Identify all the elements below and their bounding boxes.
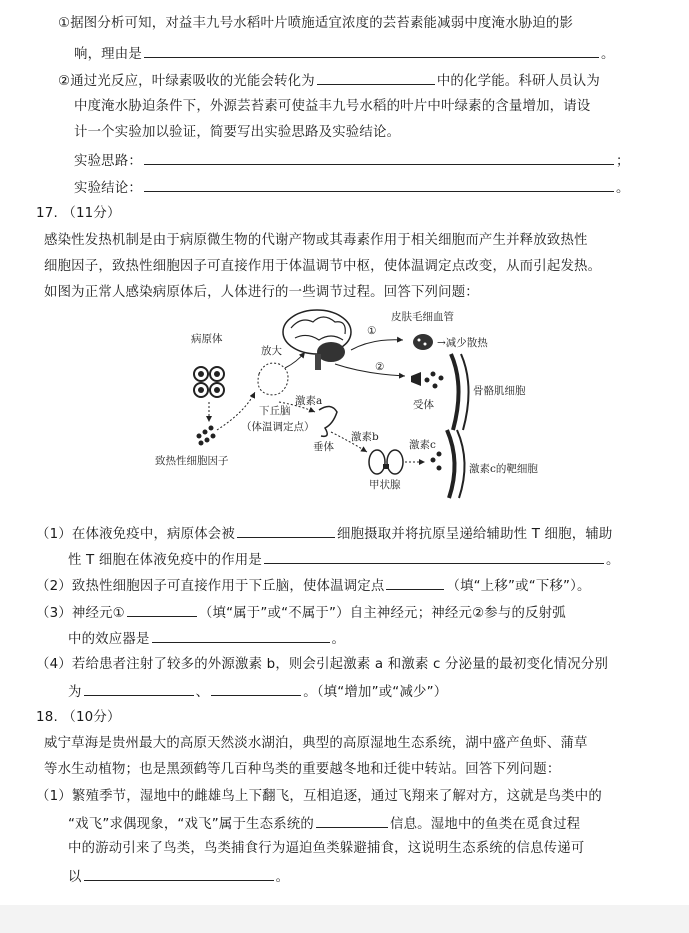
- target-c-label: 激素c的靶细胞: [469, 463, 538, 475]
- q18-sub1-line1: （1）繁殖季节，湿地中的雌雄鸟上下翻飞，互相追逐，通过飞翔来了解对方，这就是鸟类中的: [36, 789, 602, 804]
- muscle-cell-icon: [411, 354, 469, 430]
- q17-sub4-line1: （4）若给患者注射了较多的外源激素 b，则会引起激素 a 和激素 c 分泌量的最初变化情况分别: [36, 657, 609, 672]
- answer-blank[interactable]: [316, 813, 388, 828]
- pathogen-icon: [194, 367, 224, 397]
- answer-blank[interactable]: [144, 177, 614, 192]
- answer-blank[interactable]: [211, 681, 301, 696]
- pituitary-shape: [319, 406, 337, 436]
- answer-blank[interactable]: [237, 523, 335, 538]
- thyroid-icon: [369, 450, 403, 474]
- q17-sub1-line1: （1）在体液免疫中，病原体会被 细胞摄取并将抗原呈递给辅助性 T 细胞，辅助: [36, 523, 666, 545]
- neuron-2-label: ②: [375, 361, 385, 373]
- hormone-b-label: 激素b: [351, 431, 379, 443]
- brain-icon: [283, 310, 351, 370]
- q17-intro-line3: 如图为正常人感染病原体后，人体进行的一些调节过程。回答下列问题：: [44, 285, 479, 300]
- q16-p2-line3: 计一个实验加以验证，简要写出实验思路及实验结论。: [74, 125, 401, 140]
- answer-blank[interactable]: [127, 602, 197, 617]
- answer-blank[interactable]: [84, 681, 194, 696]
- answer-blank[interactable]: [264, 549, 604, 564]
- q18-sub1-line4: 以 。: [68, 866, 689, 888]
- q17-intro-line2: 细胞因子，致热性细胞因子可直接作用于体温调节中枢，使体温调定点改变，从而引起发热。: [44, 259, 602, 274]
- q17-sub3-line1: （3）神经元① （填“属于”或“不属于”）自主神经元；神经元②参与的反射弧: [36, 602, 666, 624]
- q16-idea-line: 实验思路： ；: [74, 150, 689, 172]
- q17-heading: 17. （11分）: [36, 206, 121, 221]
- skin-vessel-label: 皮肤毛细血管: [391, 311, 454, 323]
- q18-intro-line2: 等水生动植物；也是黑颈鹤等几百种鸟类的重要越冬地和迁徙中转站。回答下列问题：: [44, 762, 561, 777]
- answer-blank[interactable]: [144, 43, 599, 58]
- hormone-c-label: 激素c: [409, 439, 436, 451]
- q17-intro-line1: 感染性发热机制是由于病原微生物的代谢产物或其毒素作用于相关细胞而产生并释放致热性: [44, 233, 588, 248]
- q18-sub1-line2: “戏飞”求偶现象，“戏飞”属于生态系统的 信息。湿地中的鱼类在觅食过程: [68, 813, 689, 835]
- receptor-label: 受体: [413, 399, 434, 411]
- answer-blank[interactable]: [386, 575, 444, 590]
- q17-sub3-line2: 中的效应器是 。: [68, 628, 689, 650]
- q17-sub2-line: （2）致热性细胞因子可直接作用于下丘脑，使体温调定点 （填“上移”或“下移”）。: [36, 575, 666, 597]
- muscle-label: 骨骼肌细胞: [473, 385, 526, 397]
- reduce-heat-label: →减少散热: [437, 337, 488, 349]
- q16-p1-line1: ①据图分析可知，对益丰九号水稻叶片喷施适宜浓度的芸苔素能减弱中度淹水胁迫的影: [58, 16, 574, 31]
- q16-p2-line1: ②通过光反应，叶绿素吸收的光能会转化为 中的化学能。科研人员认为: [58, 70, 688, 92]
- answer-blank[interactable]: [84, 866, 274, 881]
- setpoint-label: （体温调定点）: [241, 421, 315, 433]
- neuron-1-label: ①: [367, 325, 377, 337]
- hypothalamus-shape: [258, 363, 288, 395]
- page-bottom-margin: [0, 905, 689, 933]
- answer-blank[interactable]: [152, 628, 330, 643]
- amplify-label: 放大: [261, 345, 282, 357]
- hypothalamus-label: 下丘脑: [259, 405, 291, 417]
- q18-heading: 18. （10分）: [36, 710, 121, 725]
- q16-conclusion-line: 实验结论： 。: [74, 177, 689, 199]
- thyroid-label: 甲状腺: [369, 479, 401, 491]
- answer-blank[interactable]: [144, 150, 614, 165]
- cytokine-label: 致热性细胞因子: [155, 455, 229, 467]
- cytokine-dots-icon: [197, 426, 216, 446]
- q16-p2-line2: 中度淹水胁迫条件下，外源芸苔素可使益丰九号水稻的叶片中叶绿素的含量增加，请设: [74, 99, 591, 114]
- q18-sub1-line3: 中的游动引来了鸟类，鸟类捕食行为逼迫鱼类躲避捕食，这说明生态系统的信息传递可: [68, 841, 585, 856]
- q17-sub4-line2: 为 、 。（填“增加”或“减少”）: [68, 681, 689, 703]
- hormone-a-label: 激素a: [295, 395, 323, 407]
- skin-vessel-icon: [413, 334, 433, 350]
- answer-blank[interactable]: [317, 70, 435, 85]
- q16-p1-line2: 响，理由是 。: [74, 43, 689, 65]
- regulation-diagram: [155, 302, 555, 502]
- pituitary-label: 垂体: [313, 441, 334, 453]
- q18-intro-line1: 威宁草海是贵州最大的高原天然淡水湖泊，典型的高原湿地生态系统，湖中盛产鱼虾、蒲草: [44, 736, 588, 751]
- q17-sub1-line2: 性 T 细胞在体液免疫中的作用是 。: [68, 549, 689, 571]
- pathogen-label: 病原体: [191, 333, 223, 345]
